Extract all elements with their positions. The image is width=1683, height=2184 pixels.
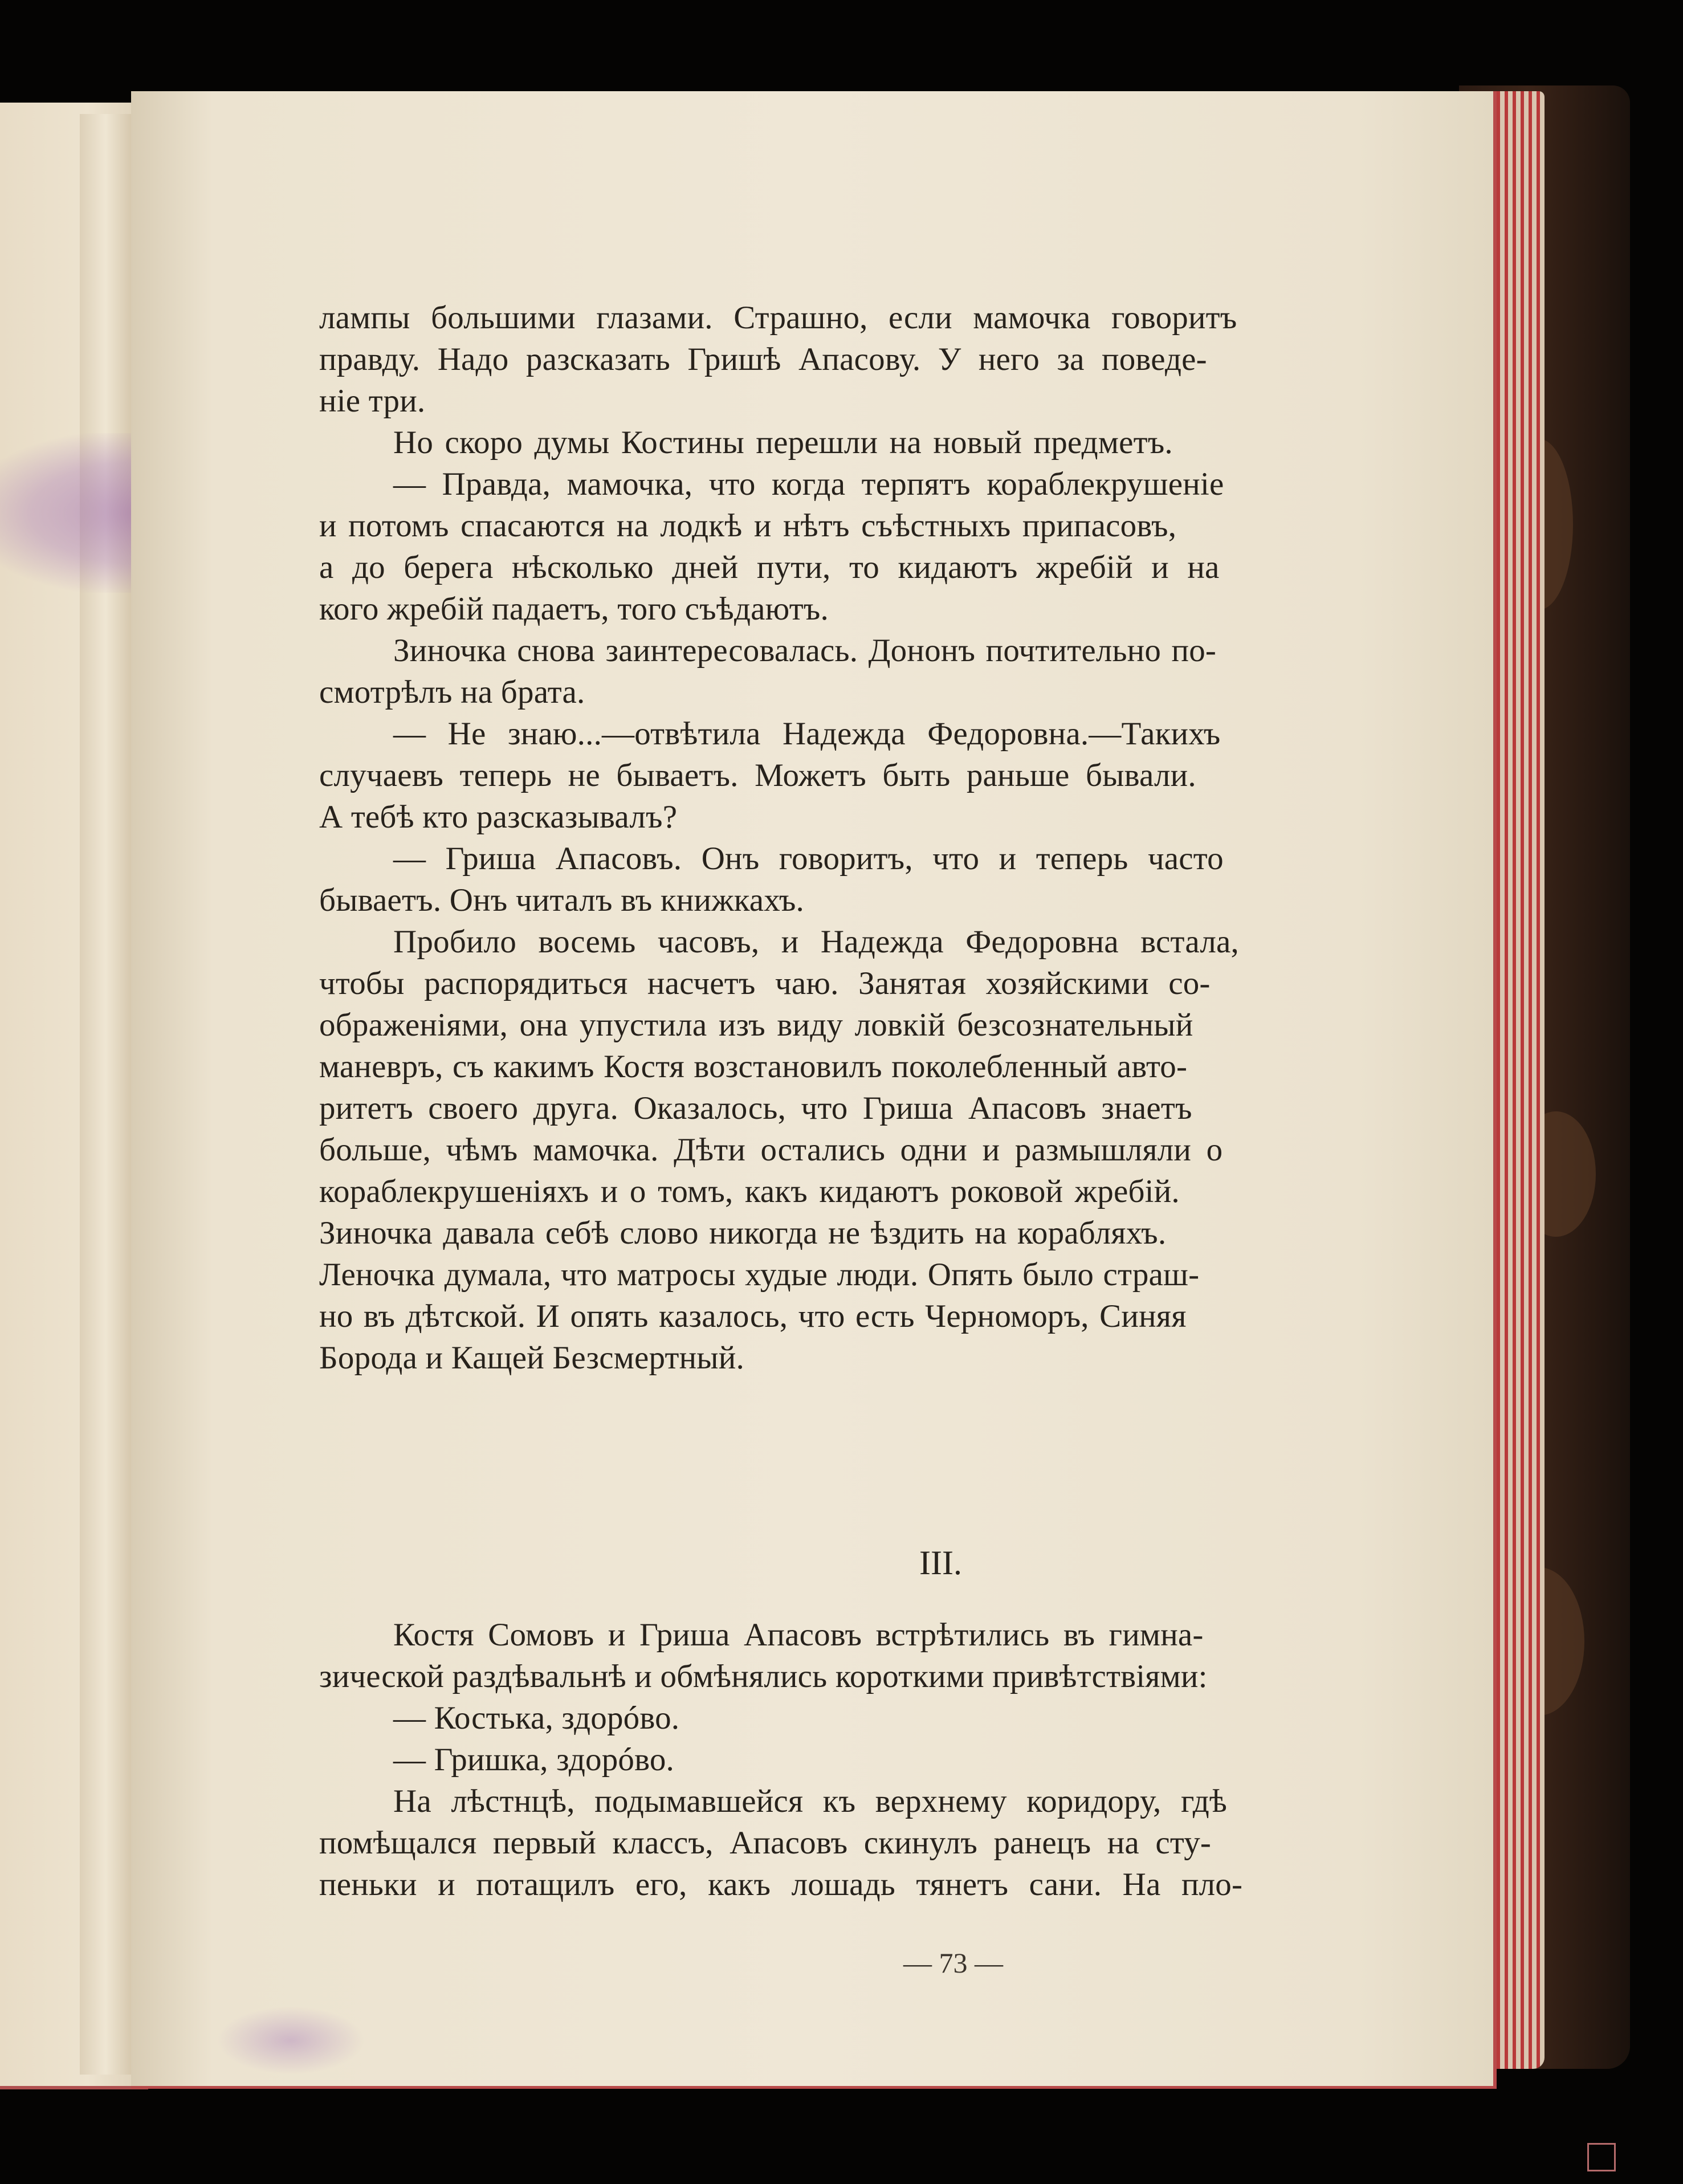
text-line: а до берега нѣсколько дней пути, то кидаютъ жребiй и на — [319, 549, 1220, 585]
right-page — [131, 91, 1497, 2089]
corner-mark — [1587, 2143, 1616, 2171]
text-line: — Костька, здорóво. — [393, 1700, 680, 1736]
text-line: и потомъ спасаются на лодкѣ и нѣтъ съѣстныхъ припасовъ, — [319, 508, 1177, 544]
text-line: бываетъ. Онъ читалъ въ книжкахъ. — [319, 882, 804, 918]
text-line: лампы большими глазами. Страшно, если мамочка говоритъ — [319, 300, 1237, 336]
text-line: нiе три. — [319, 383, 426, 419]
text-line: ритетъ своего друга. Оказалось, что Гриша Апасовъ знаетъ — [319, 1090, 1192, 1126]
text-line: — Правда, мамочка, что когда терпятъ кораблекрушенiе — [393, 466, 1224, 502]
text-line: ображенiями, она упустила изъ виду ловкiй безсознательный — [319, 1007, 1193, 1043]
text-line: правду. Надо разсказать Гришѣ Апасову. У него за поведе- — [319, 341, 1207, 377]
text-line: На лѣстнцѣ, подымавшейся къ верхнему коридору, гдѣ — [393, 1783, 1228, 1819]
text-line: кого жребiй падаетъ, того съѣдаютъ. — [319, 591, 829, 627]
chapter-heading: III. — [919, 1544, 962, 1582]
text-line: но въ дѣтской. И опять казалось, что есть Черноморъ, Синяя — [319, 1298, 1187, 1334]
text-line: больше, чѣмъ мамочка. Дѣти остались одни и размышляли о — [319, 1132, 1223, 1168]
text-line: — Не знаю...—отвѣтила Надежда Федоровна.—Такихъ — [393, 716, 1221, 752]
text-line: Костя Сомовъ и Гриша Апасовъ встрѣтились въ гимна- — [393, 1617, 1204, 1653]
text-line: смотрѣлъ на брата. — [319, 674, 585, 710]
text-line: помѣщался первый классъ, Апасовъ скинулъ ранецъ на сту- — [319, 1825, 1212, 1861]
text-line: Но скоро думы Костины перешли на новый предметъ. — [393, 425, 1173, 461]
text-line: маневръ, съ какимъ Костя возстановилъ поколебленный авто- — [319, 1049, 1188, 1085]
text-line: зической раздѣвальнѣ и обмѣнялись короткими привѣтствiями: — [319, 1659, 1208, 1694]
text-line: Леночка думала, что матросы худые люди. Опять было страш- — [319, 1257, 1200, 1293]
text-line: пеньки и потащилъ его, какъ лошадь тянетъ сани. На пло- — [319, 1867, 1243, 1902]
text-line: А тебѣ кто разсказывалъ? — [319, 799, 678, 835]
text-line: Зиночка давала себѣ слово никогда не ѣздить на корабляхъ. — [319, 1215, 1167, 1251]
ink-stain — [217, 2006, 365, 2075]
text-line: кораблекрушенiяхъ и о томъ, какъ кидаютъ роковой жребiй. — [319, 1174, 1180, 1209]
text-line: — Гриша Апасовъ. Онъ говоритъ, что и теперь часто — [393, 841, 1224, 877]
text-line: — Гришка, здорóво. — [393, 1742, 674, 1778]
text-line: чтобы распорядиться насчетъ чаю. Занятая хозяйскими со- — [319, 965, 1211, 1001]
text-line: Пробило восемь часовъ, и Надежда Федоровна встала, — [393, 924, 1239, 960]
text-line: Борода и Кащей Безсмертный. — [319, 1340, 744, 1376]
text-line: случаевъ теперь не бываетъ. Можетъ быть раньше бывали. — [319, 757, 1196, 793]
text-line: Зиночка снова заинтересовалась. Дононъ почтительно по- — [393, 633, 1217, 669]
page-number: — 73 — — [903, 1947, 1003, 1979]
